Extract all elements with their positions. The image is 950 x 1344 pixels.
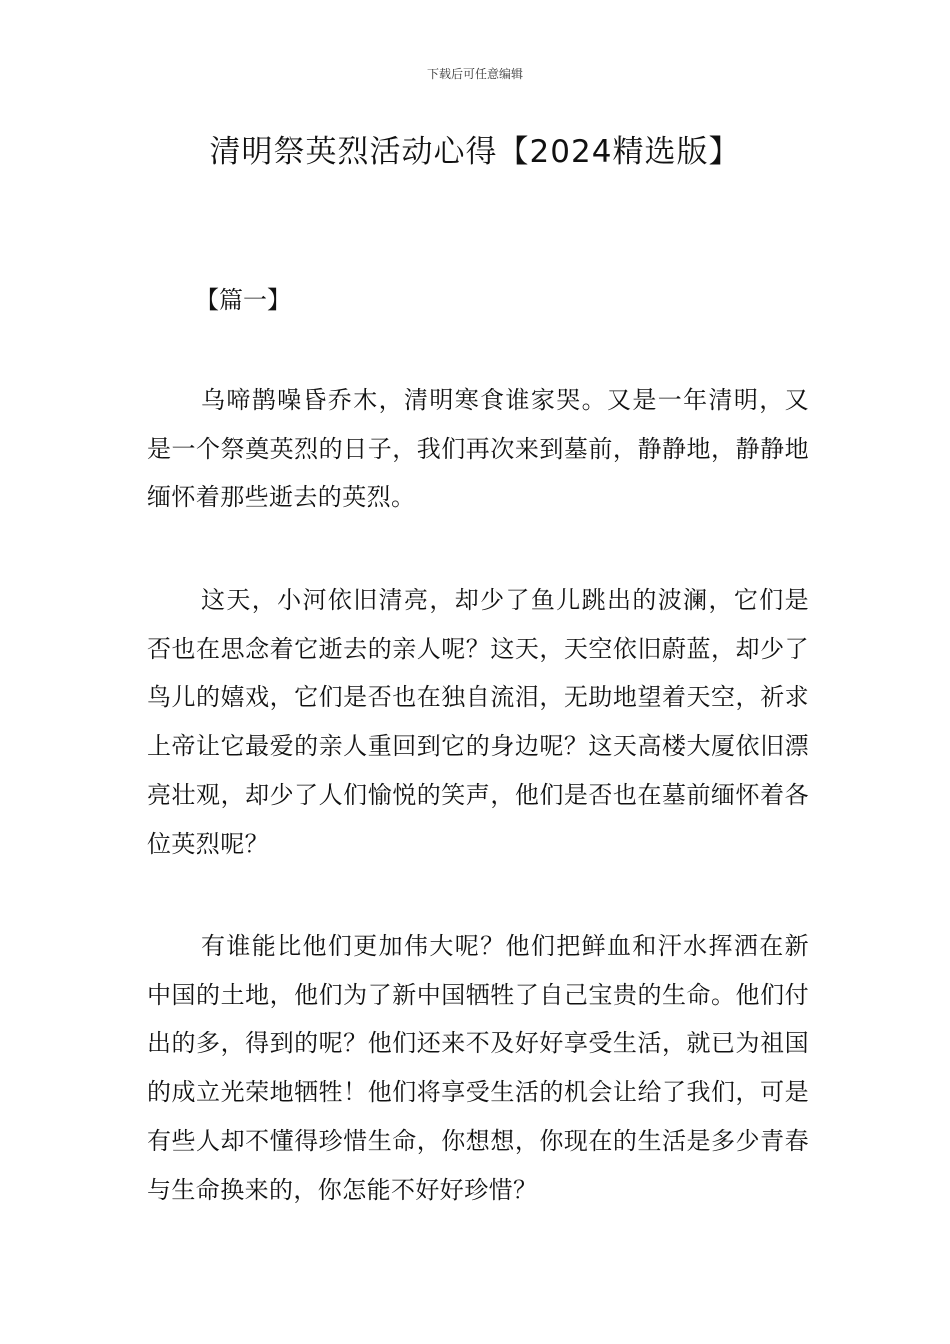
- body-paragraph: 乌啼鹊噪昏乔木，清明寒食谁家哭。又是一年清明，又是一个祭奠英烈的日子，我们再次来到墓前，静静地，静静地缅怀着那些逝去的英烈。: [147, 386, 809, 512]
- section-heading: 【篇一】: [195, 286, 291, 314]
- document-title: 清明祭英烈活动心得【2024精选版】: [209, 134, 741, 170]
- header-note: 下载后可任意编辑: [426, 67, 523, 81]
- body-paragraph: 这天，小河依旧清亮，却少了鱼儿跳出的波澜，它们是否也在思念着它逝去的亲人呢？这天，天空依旧蔚蓝，却少了鸟儿的嬉戏，它们是否也在独自流泪，无助地望着天空，祈求上帝让它最爱的亲人重回到它的身边呢？这天高楼大厦依旧漂亮壮观，却少了人们愉悦的笑声，他们是否也在墓前缅怀着各位英烈呢？: [147, 586, 809, 858]
- body-paragraph: 有谁能比他们更加伟大呢？他们把鲜血和汗水挥洒在新中国的土地，他们为了新中国牺牲了自己宝贵的生命。他们付出的多，得到的呢？他们还来不及好好享受生活，就已为祖国的成立光荣地牺牲！他们将享受生活的机会让给了我们，可是有些人却不懂得珍惜生命，你想想，你现在的生活是多少青春与生命换来的，你怎能不好好珍惜？: [147, 932, 809, 1204]
